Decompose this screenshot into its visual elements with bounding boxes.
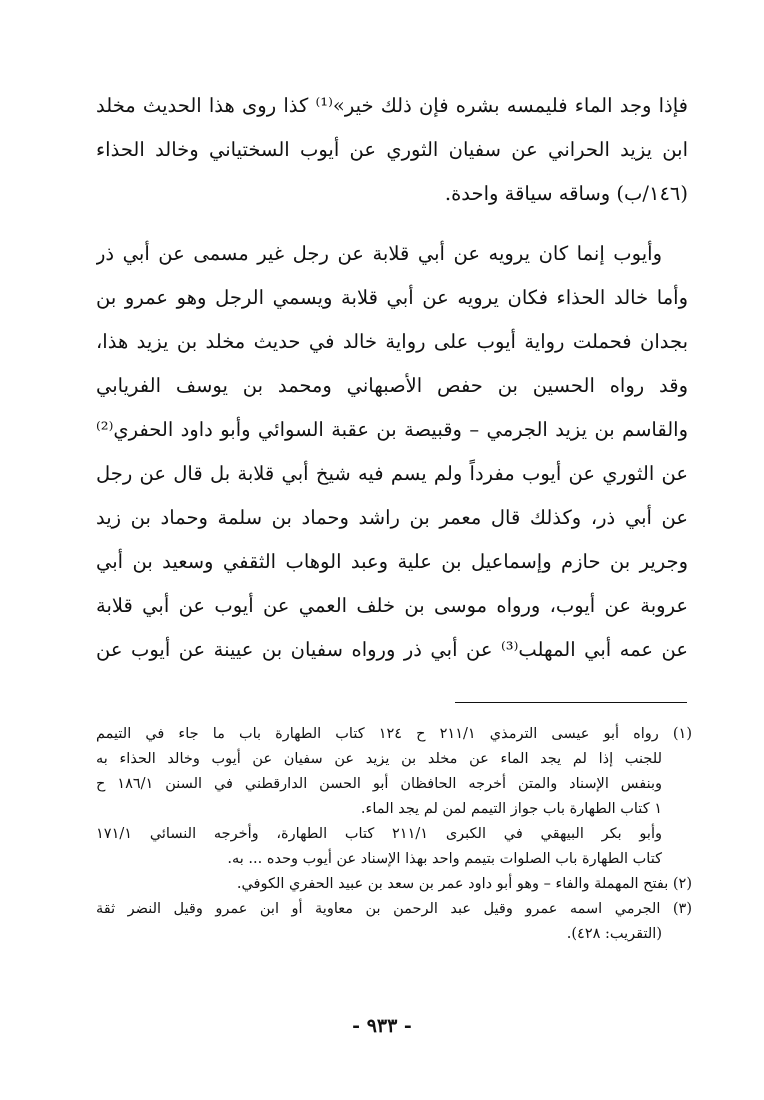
main-text-block [96, 84, 688, 672]
page-number: - ٩٣٣ - [352, 1015, 412, 1037]
text-line: (١٤٦/ب) وساقه سياقة واحدة. [444, 182, 688, 205]
footnote-line: (١) رواه أبو عيسى الترمذي ٢١١/١ ح ١٢٤ كتاب الطهارة باب ما جاء في التيمم [96, 726, 692, 742]
footnote-line: (٣) الجرمي اسمه عمرو وقيل عبد الرحمن بن معاوية أو ابن عمرو وقيل النضر ثقة [96, 901, 692, 917]
footnote-divider [455, 702, 687, 703]
text-line: فإذا وجد الماء فليمسه بشره فإن ذلك خير»⁽¹⁾ كذا روى هذا الحديث مخلد [96, 94, 688, 117]
footnotes-block [96, 722, 692, 947]
text-line: وأيوب إنما كان يرويه عن أبي قلابة عن رجل غير مسمى عن أبي ذر [96, 242, 662, 265]
footnote-line: للجنب إذا لم يجد الماء عن مخلد بن يزيد عن سفيان عن أيوب وخالد الحذاء به [96, 751, 662, 767]
text-line: ابن يزيد الحراني عن سفيان الثوري عن أيوب السختياني وخالد الحذاء [96, 138, 688, 161]
text-line: عروبة عن أيوب، ورواه موسى بن خلف العمي عن أيوب عن أبي قلابة [96, 594, 688, 617]
footnote-line: (٢) بفتح المهملة والفاء – وهو أبو داود عمر بن سعد بن عبيد الحفري الكوفي. [236, 876, 692, 892]
text-line: عن عمه أبي المهلب⁽³⁾ عن أبي ذر ورواه سفيان بن عيينة عن أيوب عن [96, 638, 688, 661]
text-line: والقاسم بن يزيد الجرمي – وقبيصة بن عقبة السوائي وأبو داود الحفري⁽²⁾ [96, 418, 688, 441]
footnote-line: ١ كتاب الطهارة باب جواز التيمم لمن لم يجد الماء. [360, 801, 662, 817]
text-line: عن الثوري عن أيوب مفرداً ولم يسم فيه شيخ أبي قلابة بل قال عن رجل [96, 462, 688, 485]
text-line: بجدان فحملت رواية أيوب على رواية خالد في حديث مخلد بن يزيد هذا، [96, 330, 688, 353]
text-line: وقد رواه الحسين بن حفص الأصبهاني ومحمد بن يوسف الفريابي [96, 374, 688, 397]
footnote-line: كتاب الطهارة باب الصلوات بتيمم واحد بهذا الإسناد عن أيوب وحده ... به. [227, 851, 662, 867]
footnote-line: (التقريب: ٤٢٨). [566, 926, 662, 942]
paragraph-gap [96, 216, 688, 232]
footnote-line: وبنفس الإسناد والمتن أخرجه الحافظان أبو الحسن الدارقطني في السنن ١٨٦/١ ح [96, 776, 662, 792]
text-line: عن أبي ذر، وكذلك قال معمر بن راشد وحماد بن سلمة وحماد بن زيد [96, 506, 688, 529]
text-line: وجرير بن حازم وإسماعيل بن علية وعبد الوهاب الثقفي وسعيد بن أبي [96, 550, 688, 573]
footnote-line: وأبو بكر البيهقي في الكبرى ٢١١/١ كتاب الطهارة، وأخرجه النسائي ١٧١/١ [96, 826, 662, 842]
text-line: وأما خالد الحذاء فكان يرويه عن أبي قلابة ويسمي الرجل وهو عمرو بن [96, 286, 688, 309]
